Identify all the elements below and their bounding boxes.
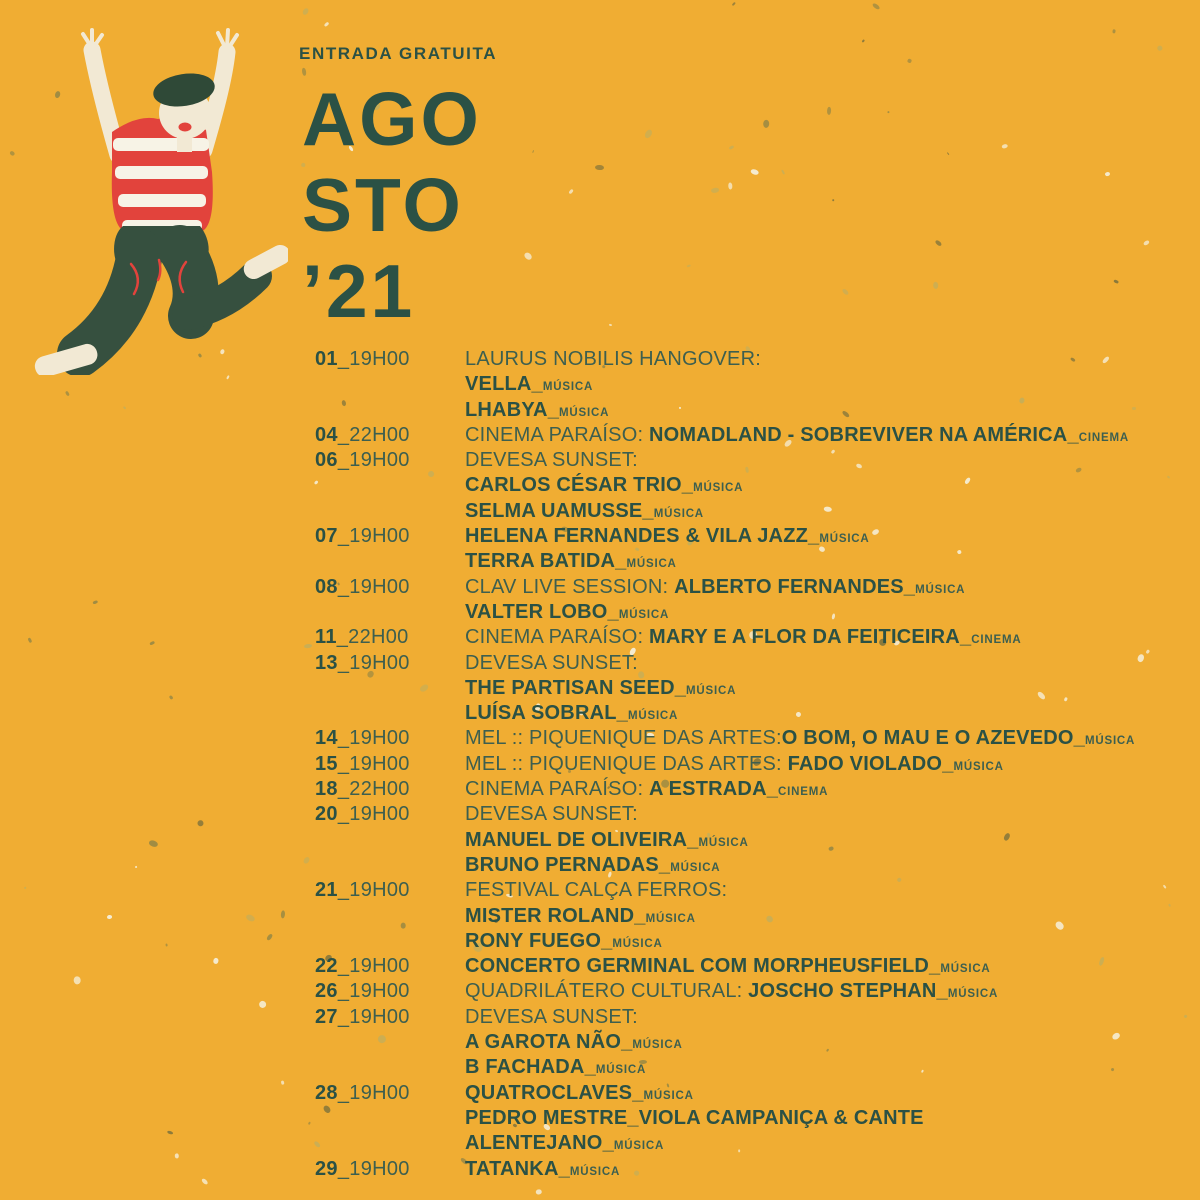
- event-series-label: CLAV LIVE SESSION:: [465, 575, 675, 598]
- event-description: [465, 828, 749, 856]
- schedule-row: [315, 904, 1135, 929]
- speckle: [569, 189, 574, 194]
- speckle: [167, 1130, 174, 1135]
- schedule-row: [315, 423, 1135, 448]
- event-description: [465, 1055, 646, 1083]
- speckle: [302, 7, 310, 16]
- event-day: 13: [315, 651, 338, 674]
- speckle: [827, 107, 831, 115]
- speckle: [149, 840, 159, 848]
- event-category-tag: MÚSICA: [686, 684, 737, 697]
- event-title: NOMADLAND - SOBREVIVER NA AMÉRICA_: [648, 423, 1079, 446]
- speckle: [303, 856, 311, 864]
- speckle: [92, 601, 97, 605]
- schedule-row: [315, 499, 1135, 524]
- event-category-tag: MÚSICA: [626, 558, 677, 571]
- speckle: [763, 120, 769, 129]
- event-title: TERRA BATIDA_: [465, 550, 627, 573]
- event-title: CONCERTO GERMINAL COM MORPHEUSFIELD_: [465, 955, 941, 978]
- free-entry-label: ENTRADA GRATUITA: [299, 44, 498, 63]
- speckle: [106, 915, 112, 920]
- schedule-row: [315, 1005, 1135, 1030]
- event-category-tag: MÚSICA: [542, 381, 594, 394]
- speckle: [245, 913, 256, 922]
- schedule-row: [315, 701, 1135, 726]
- schedule-row: [315, 1106, 1135, 1131]
- event-description: [465, 625, 1021, 653]
- event-series-label: FESTIVAL CALÇA FERROS:: [465, 879, 728, 902]
- speckle: [523, 251, 533, 261]
- event-hour: _19H00: [337, 879, 410, 902]
- schedule-row: [315, 1157, 1135, 1182]
- event-title: PEDRO MESTRE_VIOLA CAMPANIÇA & CANTE: [465, 1106, 924, 1129]
- event-series-label: QUADRILÁTERO CULTURAL:: [465, 980, 749, 1003]
- event-description: [465, 473, 743, 501]
- speckle: [608, 324, 611, 327]
- schedule-row: [315, 651, 1135, 676]
- event-hour: _19H00: [337, 980, 410, 1003]
- event-description: [465, 1157, 620, 1185]
- event-description: [465, 1131, 664, 1159]
- event-description: [465, 777, 828, 805]
- schedule-row: [315, 752, 1135, 777]
- event-title: MANUEL DE OLIVEIRA_: [465, 828, 699, 851]
- event-title: MISTER ROLAND_: [465, 904, 646, 927]
- event-title: FADO VIOLADO_: [787, 752, 954, 775]
- event-title: MARY E A FLOR DA FEITICEIRA_: [648, 626, 972, 649]
- speckle: [934, 239, 942, 246]
- event-description: [465, 979, 998, 1007]
- speckle: [1137, 654, 1146, 664]
- schedule-row: [315, 979, 1135, 1004]
- event-category-tag: CINEMA: [778, 786, 829, 799]
- event-date-time: [315, 1081, 465, 1106]
- event-day: 21: [315, 879, 338, 902]
- event-description: [465, 878, 727, 903]
- event-title: HELENA FERNANDES & VILA JAZZ_: [465, 525, 820, 548]
- event-series-label: DEVESA SUNSET:: [465, 449, 638, 472]
- speckle: [711, 188, 720, 194]
- event-description: [465, 372, 593, 400]
- event-title: A GAROTA NÃO_: [465, 1031, 633, 1054]
- speckle: [323, 21, 328, 26]
- event-hour: _19H00: [337, 955, 410, 978]
- event-title: LHABYA_: [465, 398, 560, 421]
- event-hour: _19H00: [337, 1157, 410, 1180]
- schedule-row: [315, 1131, 1135, 1156]
- speckle: [123, 407, 126, 410]
- event-hour: _22H00: [336, 626, 409, 649]
- event-category-tag: MÚSICA: [819, 533, 870, 546]
- event-hour: _19H00: [337, 727, 410, 750]
- event-category-tag: CINEMA: [971, 634, 1022, 647]
- speckle: [150, 641, 155, 645]
- event-description: [465, 853, 720, 881]
- event-description: [465, 524, 870, 552]
- event-description: [465, 676, 736, 704]
- event-day: 06: [315, 449, 338, 472]
- speckle: [1183, 1015, 1187, 1019]
- schedule-row: [315, 448, 1135, 473]
- event-date-time: [315, 423, 465, 448]
- event-title: ALBERTO FERNANDES_: [674, 575, 916, 598]
- event-day: 01: [315, 348, 338, 370]
- event-category-tag: MÚSICA: [643, 1089, 694, 1102]
- speckle: [947, 152, 950, 155]
- event-series-label: MEL :: PIQUENIQUE DAS ARTES:: [465, 727, 782, 750]
- speckle: [1166, 475, 1170, 478]
- schedule-row: [315, 347, 1135, 372]
- speckle: [687, 264, 691, 267]
- speckle: [842, 288, 850, 296]
- event-description: [465, 651, 638, 676]
- event-category-tag: MÚSICA: [618, 608, 670, 621]
- schedule-row: [315, 575, 1135, 600]
- event-day: 15: [315, 752, 338, 775]
- event-date-time: [315, 347, 465, 372]
- event-category-tag: MÚSICA: [693, 482, 744, 495]
- speckle: [65, 391, 70, 397]
- event-date-time: [315, 954, 465, 979]
- schedule-row: [315, 1055, 1135, 1080]
- event-category-tag: MÚSICA: [559, 406, 610, 419]
- speckle: [1156, 44, 1163, 51]
- event-description: [465, 398, 609, 426]
- event-category-tag: MÚSICA: [653, 507, 704, 520]
- event-date-time: [315, 575, 465, 600]
- event-date-time: [315, 878, 465, 903]
- event-category-tag: MÚSICA: [569, 1165, 621, 1178]
- speckle: [1143, 239, 1151, 246]
- event-title: ALENTEJANO_: [465, 1132, 614, 1155]
- schedule-row: [315, 828, 1135, 853]
- speckle: [258, 1000, 268, 1010]
- schedule-row: [315, 853, 1135, 878]
- event-description: [465, 1030, 683, 1058]
- event-date-time: [315, 1005, 465, 1030]
- speckle: [728, 145, 734, 150]
- speckle: [308, 1122, 312, 1126]
- speckle: [832, 199, 835, 202]
- event-description: [465, 600, 669, 628]
- speckle: [643, 129, 653, 140]
- event-description: [465, 954, 991, 982]
- event-description: [465, 1081, 694, 1109]
- event-series-label: MEL :: PIQUENIQUE DAS ARTES:: [465, 752, 788, 775]
- event-hour: _19H00: [337, 651, 410, 674]
- event-date-time: [315, 625, 465, 650]
- event-series-label: DEVESA SUNSET:: [465, 803, 638, 826]
- event-date-time: [315, 979, 465, 1004]
- event-day: 07: [315, 525, 338, 548]
- event-title: JOSCHO STEPHAN_: [748, 980, 948, 1003]
- speckle: [134, 866, 137, 868]
- event-category-tag: MÚSICA: [670, 861, 721, 874]
- schedule-row: [315, 549, 1135, 574]
- event-title: A ESTRADA_: [648, 778, 779, 801]
- schedule-row: [315, 524, 1135, 549]
- speckle: [9, 150, 16, 156]
- event-day: 18: [315, 778, 338, 801]
- event-title: TATANKA_: [465, 1157, 570, 1180]
- event-category-tag: MÚSICA: [627, 710, 679, 723]
- event-hour: _19H00: [337, 752, 410, 775]
- speckle: [166, 944, 169, 947]
- event-category-tag: MÚSICA: [1084, 735, 1136, 748]
- event-category-tag: MÚSICA: [953, 760, 1004, 773]
- schedule-row: [315, 473, 1135, 498]
- event-day: 26: [315, 980, 338, 1003]
- speckle: [1113, 279, 1119, 284]
- schedule-row: [315, 1081, 1135, 1106]
- speckle: [1163, 885, 1167, 889]
- schedule-row: [315, 398, 1135, 423]
- event-title: BRUNO PERNADAS_: [465, 853, 671, 876]
- title-line-1: AGO: [302, 77, 482, 161]
- schedule-row: [315, 625, 1135, 650]
- event-title: SELMA UAMUSSE_: [465, 499, 654, 522]
- event-description: [465, 904, 696, 932]
- event-description: [465, 701, 678, 729]
- speckle: [536, 1188, 542, 1194]
- event-category-tag: MÚSICA: [612, 937, 663, 950]
- event-category-tag: MÚSICA: [632, 1039, 683, 1052]
- event-date-time: [315, 448, 465, 473]
- speckle: [200, 1177, 208, 1185]
- schedule-row: [315, 600, 1135, 625]
- speckle: [731, 2, 735, 6]
- event-description: [465, 575, 965, 603]
- title-line-3: ’21: [302, 249, 416, 333]
- speckle: [175, 1153, 179, 1158]
- speckle: [862, 39, 866, 43]
- event-hour: _19H00: [337, 525, 410, 548]
- event-day: 28: [315, 1081, 338, 1104]
- event-date-time: [315, 752, 465, 777]
- event-description: [465, 448, 638, 473]
- event-series-label: DEVESA SUNSET:: [465, 651, 638, 674]
- event-date-time: [315, 726, 465, 751]
- event-description: [465, 499, 704, 527]
- event-date-time: [315, 651, 465, 676]
- schedule-row: [315, 954, 1135, 979]
- event-title: O BOM, O MAU E O AZEVEDO_: [781, 727, 1085, 750]
- event-hour: _22H00: [337, 423, 410, 446]
- event-date-time: [315, 777, 465, 802]
- event-day: 08: [315, 575, 338, 598]
- speckle: [781, 169, 785, 174]
- schedule-row: [315, 929, 1135, 954]
- schedule-row: [315, 372, 1135, 397]
- event-description: [465, 1106, 924, 1131]
- speckle: [533, 150, 535, 153]
- event-title: VALTER LOBO_: [465, 600, 619, 623]
- event-category-tag: MÚSICA: [595, 1064, 647, 1077]
- event-title: B FACHADA_: [465, 1056, 596, 1079]
- event-description: [465, 1005, 638, 1030]
- speckle: [933, 282, 939, 290]
- event-title: THE PARTISAN SEED_: [465, 676, 687, 699]
- event-category-tag: MÚSICA: [645, 912, 696, 925]
- event-description: [465, 752, 1004, 780]
- event-day: 29: [315, 1157, 338, 1180]
- speckle: [887, 111, 890, 113]
- event-hour: _19H00: [337, 803, 410, 826]
- schedule-row: [315, 878, 1135, 903]
- event-title: VELLA_: [465, 373, 543, 396]
- event-category-tag: MÚSICA: [940, 963, 991, 976]
- event-day: 27: [315, 1005, 338, 1028]
- event-hour: _19H00: [337, 575, 410, 598]
- speckle: [27, 638, 32, 644]
- event-hour: _22H00: [337, 778, 410, 801]
- event-title: RONY FUEGO_: [465, 929, 613, 952]
- event-title: CARLOS CÉSAR TRIO_: [465, 474, 694, 497]
- schedule-row: [315, 676, 1135, 701]
- schedule-row: [315, 777, 1135, 802]
- speckle: [751, 169, 760, 176]
- schedule-row: [315, 1030, 1135, 1055]
- speckle: [872, 2, 881, 10]
- title-line-2: STO: [302, 163, 464, 247]
- speckle: [1146, 649, 1151, 654]
- speckle: [23, 887, 26, 890]
- event-series-label: CINEMA PARAÍSO:: [465, 626, 649, 649]
- speckle: [226, 375, 230, 379]
- speckle: [266, 933, 274, 941]
- speckle: [73, 976, 80, 985]
- event-category-tag: MÚSICA: [613, 1140, 665, 1153]
- schedule-row: [315, 802, 1135, 827]
- event-day: 20: [315, 803, 338, 826]
- speckle: [1112, 29, 1115, 34]
- event-series-label: LAURUS NOBILIS HANGOVER:: [465, 348, 761, 370]
- event-day: 14: [315, 727, 338, 750]
- event-day: 11: [315, 626, 337, 649]
- event-day: 04: [315, 423, 338, 446]
- event-category-tag: MÚSICA: [915, 583, 966, 596]
- speckle: [908, 59, 913, 64]
- event-date-time: [315, 524, 465, 549]
- speckle: [280, 1080, 284, 1084]
- schedule: [315, 347, 1135, 1182]
- event-title: QUATROCLAVES_: [465, 1081, 644, 1104]
- event-series-label: CINEMA PARAÍSO:: [465, 423, 649, 446]
- event-title: LUÍSA SOBRAL_: [465, 702, 628, 725]
- speckle: [595, 165, 604, 171]
- speckle: [301, 67, 306, 76]
- speckle: [1105, 172, 1111, 177]
- event-description: [465, 347, 761, 372]
- event-day: 22: [315, 955, 338, 978]
- event-date-time: [315, 1157, 465, 1182]
- event-hour: _19H00: [337, 348, 410, 370]
- speckle: [212, 958, 218, 965]
- speckle: [728, 182, 733, 189]
- speckle: [168, 695, 173, 700]
- jumping-person-illustration: [28, 20, 288, 375]
- event-series-label: DEVESA SUNSET:: [465, 1005, 638, 1028]
- poster-title: [302, 76, 482, 334]
- event-description: [465, 802, 638, 827]
- speckle: [303, 643, 312, 648]
- schedule-row: [315, 726, 1135, 751]
- event-hour: _19H00: [337, 449, 410, 472]
- event-hour: _19H00: [337, 1081, 410, 1104]
- event-description: [465, 929, 663, 957]
- event-category-tag: MÚSICA: [698, 836, 749, 849]
- event-description: [465, 423, 1129, 451]
- event-series-label: CINEMA PARAÍSO:: [465, 778, 649, 801]
- event-description: [465, 549, 677, 577]
- speckle: [1002, 143, 1009, 149]
- event-category-tag: MÚSICA: [947, 988, 999, 1001]
- speckle: [1168, 903, 1171, 907]
- event-description: [465, 726, 1135, 754]
- event-hour: _19H00: [337, 1005, 410, 1028]
- speckle: [196, 819, 205, 828]
- event-date-time: [315, 802, 465, 827]
- speckle: [280, 910, 285, 919]
- event-category-tag: CINEMA: [1078, 431, 1129, 444]
